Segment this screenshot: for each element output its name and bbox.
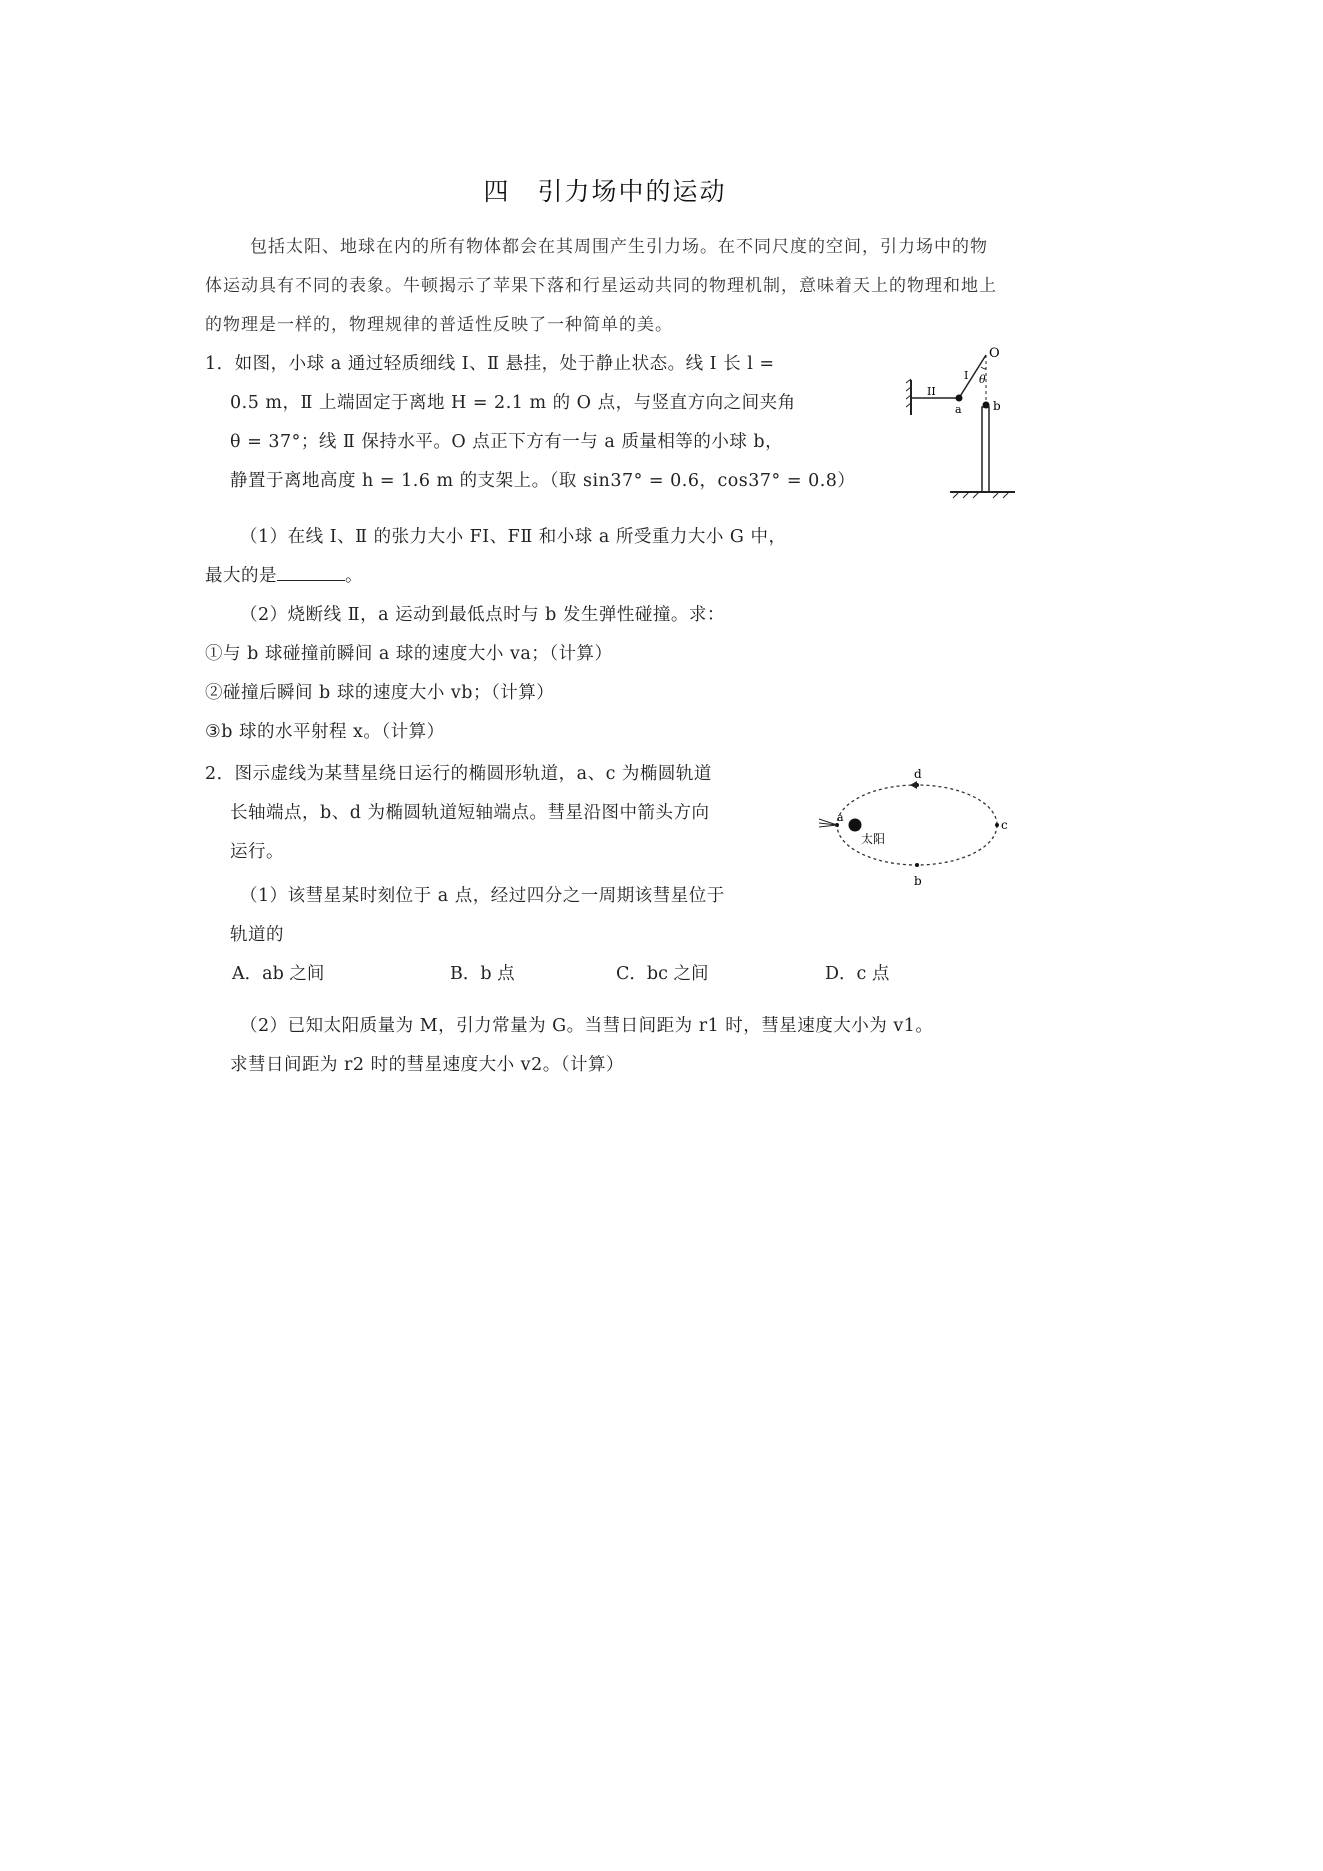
- label-O: O: [989, 346, 1000, 361]
- q2-option-c: C．bc 之间: [616, 964, 709, 984]
- q2-part2-line-2: 求彗日间距为 r2 时的彗星速度大小 v2。（计算）: [230, 1055, 624, 1075]
- q2-part2-line-1: （2）已知太阳质量为 M，引力常量为 G。当彗日间距为 r1 时，彗星速度大小为 v1。: [240, 1016, 934, 1036]
- q1-line-2: 0.5 m，Ⅱ 上端固定于离地 H = 2.1 m 的 O 点，与竖直方向之间夹角: [230, 393, 796, 413]
- label-I: I: [964, 369, 969, 382]
- q1-part1-prompt: 最大的是: [205, 566, 277, 586]
- q1-part2-item-2: ②碰撞后瞬间 b 球的速度大小 vb；（计算）: [205, 683, 555, 703]
- label-II: II: [927, 385, 936, 398]
- q2-option-b: B．b 点: [450, 964, 515, 984]
- q2-orbit-figure: [815, 765, 1010, 890]
- q2-part1-line-1: （1）该彗星某时刻位于 a 点，经过四分之一周期该彗星位于: [240, 886, 725, 906]
- q1-pendulum-figure: [905, 345, 1015, 500]
- label-a: a: [955, 403, 962, 416]
- q2-line-1: 2．图示虚线为某彗星绕日运行的椭圆形轨道，a、c 为椭圆轨道: [205, 764, 712, 784]
- q1-part1-line-2: [205, 562, 363, 587]
- q1-line-1: 1．如图，小球 a 通过轻质细线 Ⅰ、Ⅱ 悬挂，处于静止状态。线 Ⅰ 长 l =: [205, 354, 775, 374]
- q2-line-2: 长轴端点，b、d 为椭圆轨道短轴端点。彗星沿图中箭头方向: [230, 803, 710, 823]
- q1-part1-line-1: （1）在线 Ⅰ、Ⅱ 的张力大小 FⅠ、FⅡ 和小球 a 所受重力大小 G 中，: [240, 527, 787, 547]
- q2-option-d: D．c 点: [825, 964, 890, 984]
- intro-paragraph: 包括太阳、地球在内的所有物体都会在其周围产生引力场。在不同尺度的空间，引力场中的物体运动具有不同的表象。牛顿揭示了苹果下落和行星运动共同的物理机制，意味着天上的物理和地上的物理是一样的，物理规律的普适性反映了一种简单的美。: [205, 237, 997, 335]
- orbit-label-c: c: [1001, 818, 1008, 832]
- orbit-label-a: a: [837, 811, 844, 824]
- q1-part2-item-1: ①与 b 球碰撞前瞬间 a 球的速度大小 va；（计算）: [205, 644, 613, 664]
- q2-part1-line-2: 轨道的: [230, 925, 284, 945]
- q1-part2-item-3: ③b 球的水平射程 x。（计算）: [205, 722, 445, 742]
- answer-blank: [277, 564, 345, 581]
- q1-line-3: θ = 37°；线 Ⅱ 保持水平。O 点正下方有一与 a 质量相等的小球 b，: [230, 432, 784, 452]
- orbit-label-b: b: [914, 874, 922, 888]
- q1-line-4: 静置于离地高度 h = 1.6 m 的支架上。（取 sin37° = 0.6，cos37° = 0.8）: [230, 471, 856, 491]
- q2-line-3: 运行。: [230, 842, 284, 862]
- page-title: 四 引力场中的运动: [483, 177, 727, 206]
- label-theta: θ: [979, 373, 986, 386]
- orbit-label-d: d: [914, 767, 922, 781]
- q1-part2-intro: （2）烧断线 Ⅱ，a 运动到最低点时与 b 发生弹性碰撞。求：: [240, 605, 725, 625]
- q1-part1-end: 。: [345, 566, 363, 586]
- label-b: b: [993, 399, 1001, 413]
- q2-option-a: A．ab 之间: [232, 964, 325, 984]
- orbit-label-sun: 太阳: [861, 832, 886, 846]
